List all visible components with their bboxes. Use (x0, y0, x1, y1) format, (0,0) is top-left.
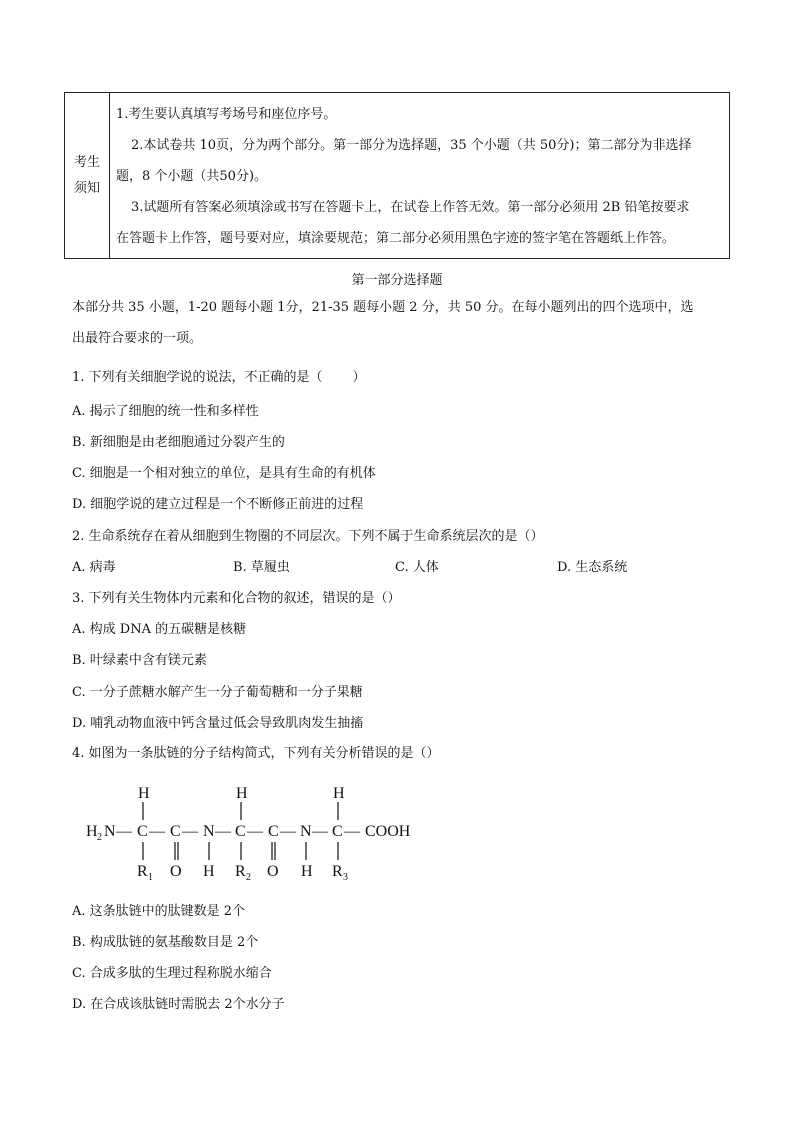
formula-dash-5: — (247, 823, 263, 840)
formula-c-carbonyl-2: C (268, 823, 279, 840)
question-2-option-d: D. 生态系统 (557, 560, 628, 575)
question-2-option-a: A. 病毒 (72, 560, 116, 575)
notice-item-2-line2: 题，8 个小题（共50分)。 (116, 169, 268, 184)
question-3-option-b: B. 叶绿素中含有镁元素 (72, 653, 207, 668)
question-4-option-d: D. 在合成该肽链时需脱去 2个水分子 (72, 997, 285, 1012)
intro-line-2: 出最符合要求的一项。 (72, 331, 203, 346)
question-1-option-a: A. 揭示了细胞的统一性和多样性 (72, 404, 259, 419)
question-1-text: 1. 下列有关细胞学说的说法，不正确的是（ (72, 370, 323, 385)
question-1-text-end: ） (352, 370, 366, 385)
notice-box (64, 92, 730, 259)
formula-dash-3: — (182, 823, 198, 840)
formula-r2: R (235, 863, 246, 880)
question-1-option-c: C. 细胞是一个相对独立的单位，是具有生命的有机体 (72, 466, 376, 481)
question-2-option-b: B. 草履虫 (233, 560, 290, 575)
formula-c-alpha-2: C (235, 823, 246, 840)
formula-dash-6: — (280, 823, 296, 840)
formula-dash-8: — (344, 823, 360, 840)
formula-h-nh1: H (203, 863, 215, 880)
formula-r3: R (332, 863, 343, 880)
formula-r3-sub: 3 (343, 872, 348, 883)
formula-n-terminal: N (104, 823, 116, 840)
formula-n-amide-1: N (203, 823, 215, 840)
formula-h2-h: H (86, 823, 98, 840)
question-2-stem: 2. 生命系统存在着从细胞到生物圈的不同层次。下列不属于生命系统层次的是（） (72, 529, 544, 544)
formula-r2-sub: 2 (246, 872, 251, 883)
formula-dash-1: — (116, 823, 132, 840)
formula-o2: O (267, 863, 279, 880)
question-4-option-b: B. 构成肽链的氨基酸数目是 2个 (72, 935, 259, 950)
notice-item-2-line1: 2.本试卷共 10页，分为两个部分。第一部分为选择题，35 个小题（共 50分)；第二部分为非选择 (131, 138, 692, 153)
question-3-option-a: A. 构成 DNA 的五碳糖是核糖 (72, 622, 247, 637)
formula-n-amide-2: N (300, 823, 312, 840)
question-1-stem (72, 370, 366, 386)
peptide-structure-formula (82, 780, 442, 884)
formula-r1: R (137, 863, 148, 880)
formula-dash-2: — (149, 823, 165, 840)
formula-h2-sub: 2 (97, 832, 102, 843)
question-1-option-b: B. 新细胞是由老细胞通过分裂产生的 (72, 435, 285, 450)
formula-cooh: COOH (365, 823, 411, 840)
notice-label-line2: 须知 (73, 180, 100, 196)
formula-h-nh2: H (301, 863, 313, 880)
question-1-option-d: D. 细胞学说的建立过程是一个不断修正前进的过程 (72, 497, 364, 512)
notice-label-line1: 考生 (73, 154, 100, 170)
question-3-option-d: D. 哺乳动物血液中钙含量过低会导致肌肉发生抽搐 (72, 716, 364, 731)
notice-item-3-line2: 在答题卡上作答，题号要对应，填涂要规范；第二部分必须用黑色字迹的签字笔在答题纸上作答。 (116, 231, 676, 246)
question-2-option-c: C. 人体 (395, 560, 439, 575)
question-4-option-a: A. 这条肽链中的肽键数是 2个 (72, 904, 246, 919)
formula-r1-sub: 1 (148, 872, 153, 883)
question-4-option-c: C. 合成多肽的生理过程称脱水缩合 (72, 966, 272, 981)
formula-dash-4: — (215, 823, 231, 840)
formula-h-top-1: H (138, 785, 150, 802)
formula-h-top-3: H (333, 785, 345, 802)
notice-label (65, 93, 110, 258)
section-title: 第一部分选择题 (351, 273, 443, 288)
formula-c-alpha-1: C (137, 823, 148, 840)
question-4-stem: 4. 如图为一条肽链的分子结构简式，下列有关分析错误的是（） (72, 746, 440, 761)
formula-dash-7: — (312, 823, 328, 840)
intro-line-1: 本部分共 35 小题，1-20 题每小题 1分，21-35 题每小题 2 分，共 50 分。在每小题列出的四个选项中，选 (72, 300, 694, 315)
notice-item-1: 1.考生要认真填写考场号和座位序号。 (116, 107, 337, 122)
question-3-stem: 3. 下列有关生物体内元素和化合物的叙述，错误的是（） (72, 591, 401, 606)
formula-o1: O (170, 863, 182, 880)
formula-c-alpha-3: C (332, 823, 343, 840)
question-3-option-c: C. 一分子蔗糖水解产生一分子葡萄糖和一分子果糖 (72, 685, 363, 700)
formula-h-top-2: H (236, 785, 248, 802)
notice-item-3-line1: 3.试题所有答案必须填涂或书写在答题卡上，在试卷上作答无效。第一部分必须用 2B 铅笔按要求 (131, 200, 690, 215)
formula-c-carbonyl-1: C (170, 823, 181, 840)
